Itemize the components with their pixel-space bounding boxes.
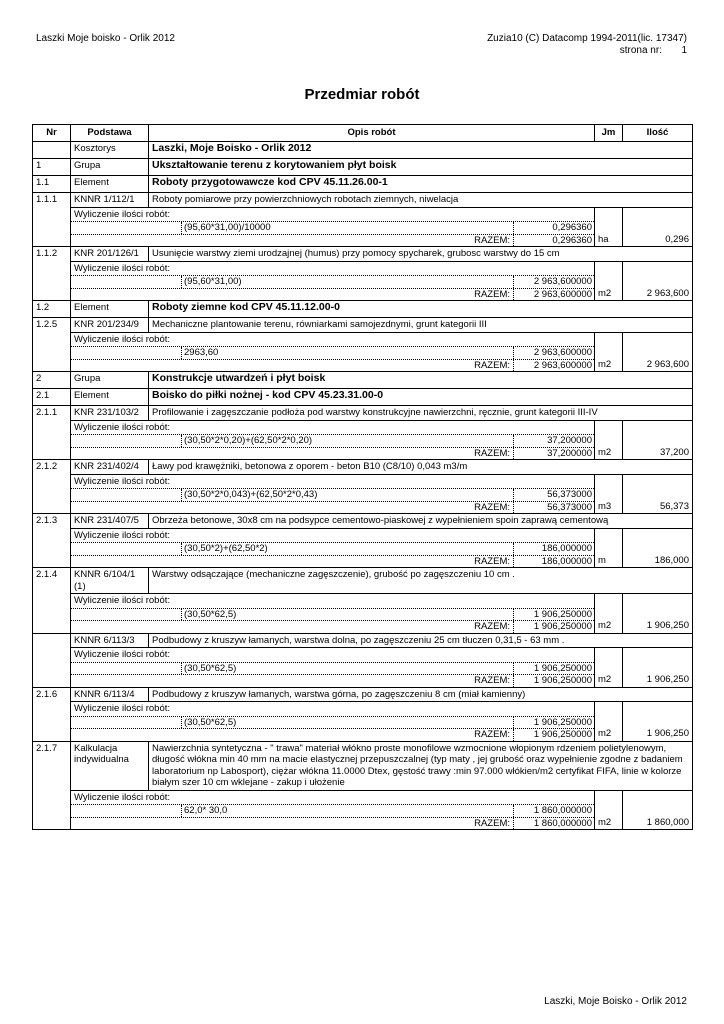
razem-label: RAZEM:: [71, 818, 514, 830]
table-row-heading: [33, 372, 693, 389]
row-opis: Konstrukcje utwardzeń i płyt boisk: [149, 372, 693, 389]
calc-value: 1 906,250000: [533, 716, 592, 728]
table-row-heading: [33, 176, 693, 193]
header-left: Laszki Moje boisko - Orlik 2012: [36, 33, 175, 44]
calc-spacer: [71, 609, 182, 621]
row-ilosc: 1 906,250: [623, 702, 693, 742]
table-row-calc: [33, 420, 693, 460]
row-nr: [33, 142, 71, 159]
razem-line: [71, 556, 594, 568]
razem-label: RAZEM:: [71, 289, 514, 301]
table-row-item: [33, 406, 693, 421]
row-nr: [33, 633, 71, 687]
wyliczenie-label: Wyliczenie ilości robót:: [71, 594, 594, 609]
row-opis: Roboty pomiarowe przy powierzchniowych robotach ziemnych, niwelacja: [149, 193, 693, 208]
razem-label: RAZEM:: [71, 360, 514, 372]
calc-value: 37,200000: [547, 435, 592, 446]
row-opis: Podbudowy z kruszyw łamanych, warstwa górna, po zagęszczeniu 8 cm (miał kamienny): [149, 687, 693, 702]
razem-line: [71, 675, 594, 687]
calc-line: [71, 805, 594, 818]
calc-line: [71, 717, 594, 730]
calc-spacer: [71, 663, 182, 675]
table-row-item: [33, 741, 693, 790]
col-opis: Opis robót: [149, 125, 595, 142]
header-page: [487, 45, 687, 57]
calc-spacer: [71, 805, 182, 817]
calculation-cell: [71, 420, 595, 460]
row-podstawa: Element: [71, 389, 149, 406]
row-jm: m2: [595, 332, 623, 372]
header-license: Zuzia10 (C) Datacomp 1994-2011(lic. 17347): [487, 33, 687, 44]
table-row-item: [33, 633, 693, 648]
row-nr: 2.1.2: [33, 460, 71, 514]
row-opis: Nawierzchnia syntetyczna - " trawa" materiał włókno proste monofilowe wzmocnione włopionym rdzeniem polietylenowym, długość włókna min 40 mm na macie elastycznej przepuszczalnej (typ maty , jej grubość oraz wypełnienie zgodne z badaniem laboratorium np Labosport), ciężar włókna 11.0000 Dtex, gęstość trawy :min 97.000 włókien/m2 certyfikat FIFA, linie w kolorze białym szer 10 cm wklejane - zakup i ułożenie: [149, 741, 693, 790]
calculation-cell: [71, 702, 595, 742]
calc-expression: (95,60*31,00)/10000: [182, 222, 514, 234]
table-row-calc: [33, 648, 693, 688]
wyliczenie-label: Wyliczenie ilości robót:: [71, 262, 594, 277]
row-nr: 1: [33, 159, 71, 176]
calc-expression: (30,50*62,5): [182, 609, 514, 621]
razem-line: [71, 360, 594, 372]
table-header-row: [33, 125, 693, 142]
table-row-heading: [33, 142, 693, 159]
calc-spacer: [71, 717, 182, 729]
table-row-heading: [33, 159, 693, 176]
razem-value: 186,000000: [541, 555, 592, 567]
wyliczenie-label: Wyliczenie ilości robót:: [71, 208, 594, 223]
row-nr: 2.1.7: [33, 741, 71, 830]
calc-expression: (95,60*31,00): [182, 276, 514, 288]
razem-value: 2 963,600000: [533, 288, 592, 300]
calc-line: [71, 276, 594, 289]
calc-value: 2 963,600000: [533, 347, 592, 358]
row-opis: Podbudowy z kruszyw łamanych, warstwa dolna, po zagęszczeniu 25 cm tłuczen 0,31,5 - 63 mm .: [149, 633, 693, 648]
row-nr: 1.1.1: [33, 193, 71, 247]
row-jm: m2: [595, 702, 623, 742]
row-podstawa: KNR 201/234/9: [71, 318, 149, 333]
table-row-item: [33, 193, 693, 208]
row-podstawa: Grupa: [71, 372, 149, 389]
razem-line: [71, 818, 594, 830]
col-jm: Jm: [595, 125, 623, 142]
row-opis: Usunięcie warstwy ziemi urodzajnej (humus) przy pomocy spycharek, grubosc warstwy do 15 cm: [149, 247, 693, 262]
razem-value: 0,296360: [552, 234, 592, 246]
przedmiar-table: [32, 124, 693, 830]
razem-label: RAZEM:: [71, 556, 514, 568]
calc-spacer: [71, 222, 182, 234]
calculation-cell: [71, 207, 595, 247]
calculation-cell: [71, 261, 595, 301]
row-opis: Ukształtowanie terenu z korytowaniem płyt boisk: [149, 159, 693, 176]
row-podstawa: Element: [71, 176, 149, 193]
wyliczenie-label: Wyliczenie ilości robót:: [71, 702, 594, 717]
table-row-calc: [33, 332, 693, 372]
calc-expression: 62,0* 30,0: [182, 805, 514, 817]
wyliczenie-label: Wyliczenie ilości robót:: [71, 648, 594, 663]
row-ilosc: 2 963,600: [623, 261, 693, 301]
calc-line: [71, 543, 594, 556]
wyliczenie-label: Wyliczenie ilości robót:: [71, 475, 594, 490]
razem-label: RAZEM:: [71, 675, 514, 687]
row-ilosc: 186,000: [623, 528, 693, 568]
row-opis: Roboty przygotowawcze kod CPV 45.11.26.00-1: [149, 176, 693, 193]
table-row-item: [33, 568, 693, 594]
razem-line: [71, 289, 594, 301]
page-title: Przedmiar robót: [304, 86, 420, 103]
row-podstawa: KNR 201/126/1: [71, 247, 149, 262]
razem-value: 1 906,250000: [533, 675, 592, 686]
row-podstawa: KNNR 1/112/1: [71, 193, 149, 208]
calculation-cell: [71, 528, 595, 568]
row-podstawa: Kosztorys: [71, 142, 149, 159]
wyliczenie-label: Wyliczenie ilości robót:: [71, 529, 594, 544]
wyliczenie-label: Wyliczenie ilości robót:: [71, 421, 594, 436]
page-label: strona nr:: [619, 45, 662, 56]
row-podstawa: Element: [71, 301, 149, 318]
razem-label: RAZEM:: [71, 621, 514, 633]
razem-value: 1 906,250000: [533, 621, 592, 632]
wyliczenie-label: Wyliczenie ilości robót:: [71, 333, 594, 348]
razem-value: 1 906,250000: [533, 729, 592, 740]
row-opis: Mechaniczne plantowanie terenu, równiarkami samojezdnymi, grunt kategorii III: [149, 318, 693, 333]
row-nr: 1.1.2: [33, 247, 71, 301]
calculation-cell: [71, 474, 595, 514]
row-opis: Roboty ziemne kod CPV 45.11.12.00-0: [149, 301, 693, 318]
table-row-calc: [33, 702, 693, 742]
row-jm: m: [595, 528, 623, 568]
row-nr: 1.2: [33, 301, 71, 318]
razem-line: [71, 235, 594, 247]
calc-spacer: [71, 543, 182, 555]
row-jm: m2: [595, 261, 623, 301]
row-ilosc: 1 906,250: [623, 594, 693, 634]
razem-value: 2 963,600000: [533, 359, 592, 371]
table-row-calc: [33, 207, 693, 247]
row-ilosc: 0,296: [623, 207, 693, 247]
razem-label: RAZEM:: [71, 448, 514, 460]
calculation-cell: [71, 648, 595, 688]
row-opis: Boisko do piłki nożnej - kod CPV 45.23.31.00-0: [149, 389, 693, 406]
calc-line: [71, 489, 594, 502]
wyliczenie-label: Wyliczenie ilości robót:: [71, 791, 594, 806]
row-jm: m2: [595, 648, 623, 688]
row-jm: m3: [595, 474, 623, 514]
col-podstawa: Podstawa: [71, 125, 149, 142]
calc-spacer: [71, 347, 182, 359]
col-nr: Nr: [33, 125, 71, 142]
table-row-item: [33, 514, 693, 529]
calc-line: [71, 222, 594, 235]
header-right: [487, 33, 687, 57]
row-ilosc: 1 906,250: [623, 648, 693, 688]
table-body: [33, 142, 693, 830]
row-nr: 1.2.5: [33, 318, 71, 372]
calc-expression: (30,50*2*0,20)+(62,50*2*0,20): [182, 435, 514, 447]
row-ilosc: 37,200: [623, 420, 693, 460]
calc-value: 1 906,250000: [533, 608, 592, 620]
razem-label: RAZEM:: [71, 729, 514, 741]
calc-expression: 2963,60: [182, 347, 514, 359]
razem-value: 56,373000: [547, 501, 592, 513]
razem-value: 1 860,000000: [533, 817, 592, 829]
row-podstawa: KNNR 6/104/1 (1): [71, 568, 149, 594]
calc-value: 1 860,000000: [533, 805, 592, 816]
col-ilosc: Ilość: [623, 125, 693, 142]
razem-line: [71, 729, 594, 741]
row-podstawa: KNR 231/103/2: [71, 406, 149, 421]
calc-expression: (30,50*2*0,043)+(62,50*2*0,43): [182, 489, 514, 501]
calc-value: 56,373000: [547, 489, 592, 500]
calc-line: [71, 435, 594, 448]
table-row-calc: [33, 261, 693, 301]
row-opis: Ławy pod krawężniki, betonowa z oporem - beton B10 (C8/10) 0,043 m3/m: [149, 460, 693, 475]
row-nr: 1.1: [33, 176, 71, 193]
table-row-calc: [33, 594, 693, 634]
table-row-calc: [33, 474, 693, 514]
row-nr: 2.1.4: [33, 568, 71, 634]
row-podstawa: KNR 231/407/5: [71, 514, 149, 529]
row-ilosc: 2 963,600: [623, 332, 693, 372]
razem-line: [71, 621, 594, 633]
row-podstawa: KNNR 6/113/4: [71, 687, 149, 702]
calc-value: 1 906,250000: [533, 662, 592, 674]
row-nr: 2.1.3: [33, 514, 71, 568]
row-jm: m2: [595, 420, 623, 460]
row-opis: Obrzeża betonowe, 30x8 cm na podsypce cementowo-piaskowej z wypełnieniem spoin zaprawą cementową: [149, 514, 693, 529]
calc-expression: (30,50*62,5): [182, 663, 514, 675]
razem-line: [71, 502, 594, 514]
row-nr: 2.1.1: [33, 406, 71, 460]
calc-expression: (30,50*62,5): [182, 717, 514, 729]
row-jm: ha: [595, 207, 623, 247]
calc-spacer: [71, 489, 182, 501]
row-podstawa: Grupa: [71, 159, 149, 176]
razem-label: RAZEM:: [71, 235, 514, 247]
row-podstawa: KNNR 6/113/3: [71, 633, 149, 648]
calc-expression: (30,50*2)+(62,50*2): [182, 543, 514, 555]
table-row-item: [33, 687, 693, 702]
table-row-heading: [33, 301, 693, 318]
razem-label: RAZEM:: [71, 502, 514, 514]
calc-value: 186,000000: [541, 543, 592, 554]
calc-value: 2 963,600000: [533, 276, 592, 287]
table-row-item: [33, 318, 693, 333]
przedmiar-table-wrap: [32, 124, 692, 830]
row-opis: Laszki, Moje Boisko - Orlik 2012: [149, 142, 693, 159]
row-jm: m2: [595, 790, 623, 830]
row-opis: Profilowanie i zagęszczanie podłoża pod warstwy konstrukcyjne nawierzchni, ręcznie, grunt kategorii III-IV: [149, 406, 693, 421]
table-row-calc: [33, 528, 693, 568]
calculation-cell: [71, 332, 595, 372]
row-podstawa: KNR 231/402/4: [71, 460, 149, 475]
calc-line: [71, 609, 594, 622]
row-nr: 2: [33, 372, 71, 389]
table-row-item: [33, 247, 693, 262]
razem-line: [71, 448, 594, 460]
row-nr: 2.1: [33, 389, 71, 406]
calc-line: [71, 663, 594, 676]
row-jm: m2: [595, 594, 623, 634]
row-ilosc: 1 860,000: [623, 790, 693, 830]
table-row-calc: [33, 790, 693, 830]
calc-spacer: [71, 276, 182, 288]
razem-value: 37,200000: [547, 447, 592, 459]
calc-line: [71, 347, 594, 360]
page-number: 1: [681, 45, 687, 56]
row-podstawa: Kalkulacja indywidualna: [71, 741, 149, 790]
page-footer: Laszki, Moje Boisko - Orlik 2012: [544, 996, 687, 1007]
table-row-item: [33, 460, 693, 475]
calc-value: 0,296360: [552, 222, 592, 233]
calc-spacer: [71, 435, 182, 447]
calculation-cell: [71, 790, 595, 830]
calculation-cell: [71, 594, 595, 634]
table-row-heading: [33, 389, 693, 406]
row-opis: Warstwy odsączające (mechaniczne zagęszczenie), grubość po zagęszczeniu 10 cm .: [149, 568, 693, 594]
row-nr: 2.1.6: [33, 687, 71, 741]
row-ilosc: 56,373: [623, 474, 693, 514]
